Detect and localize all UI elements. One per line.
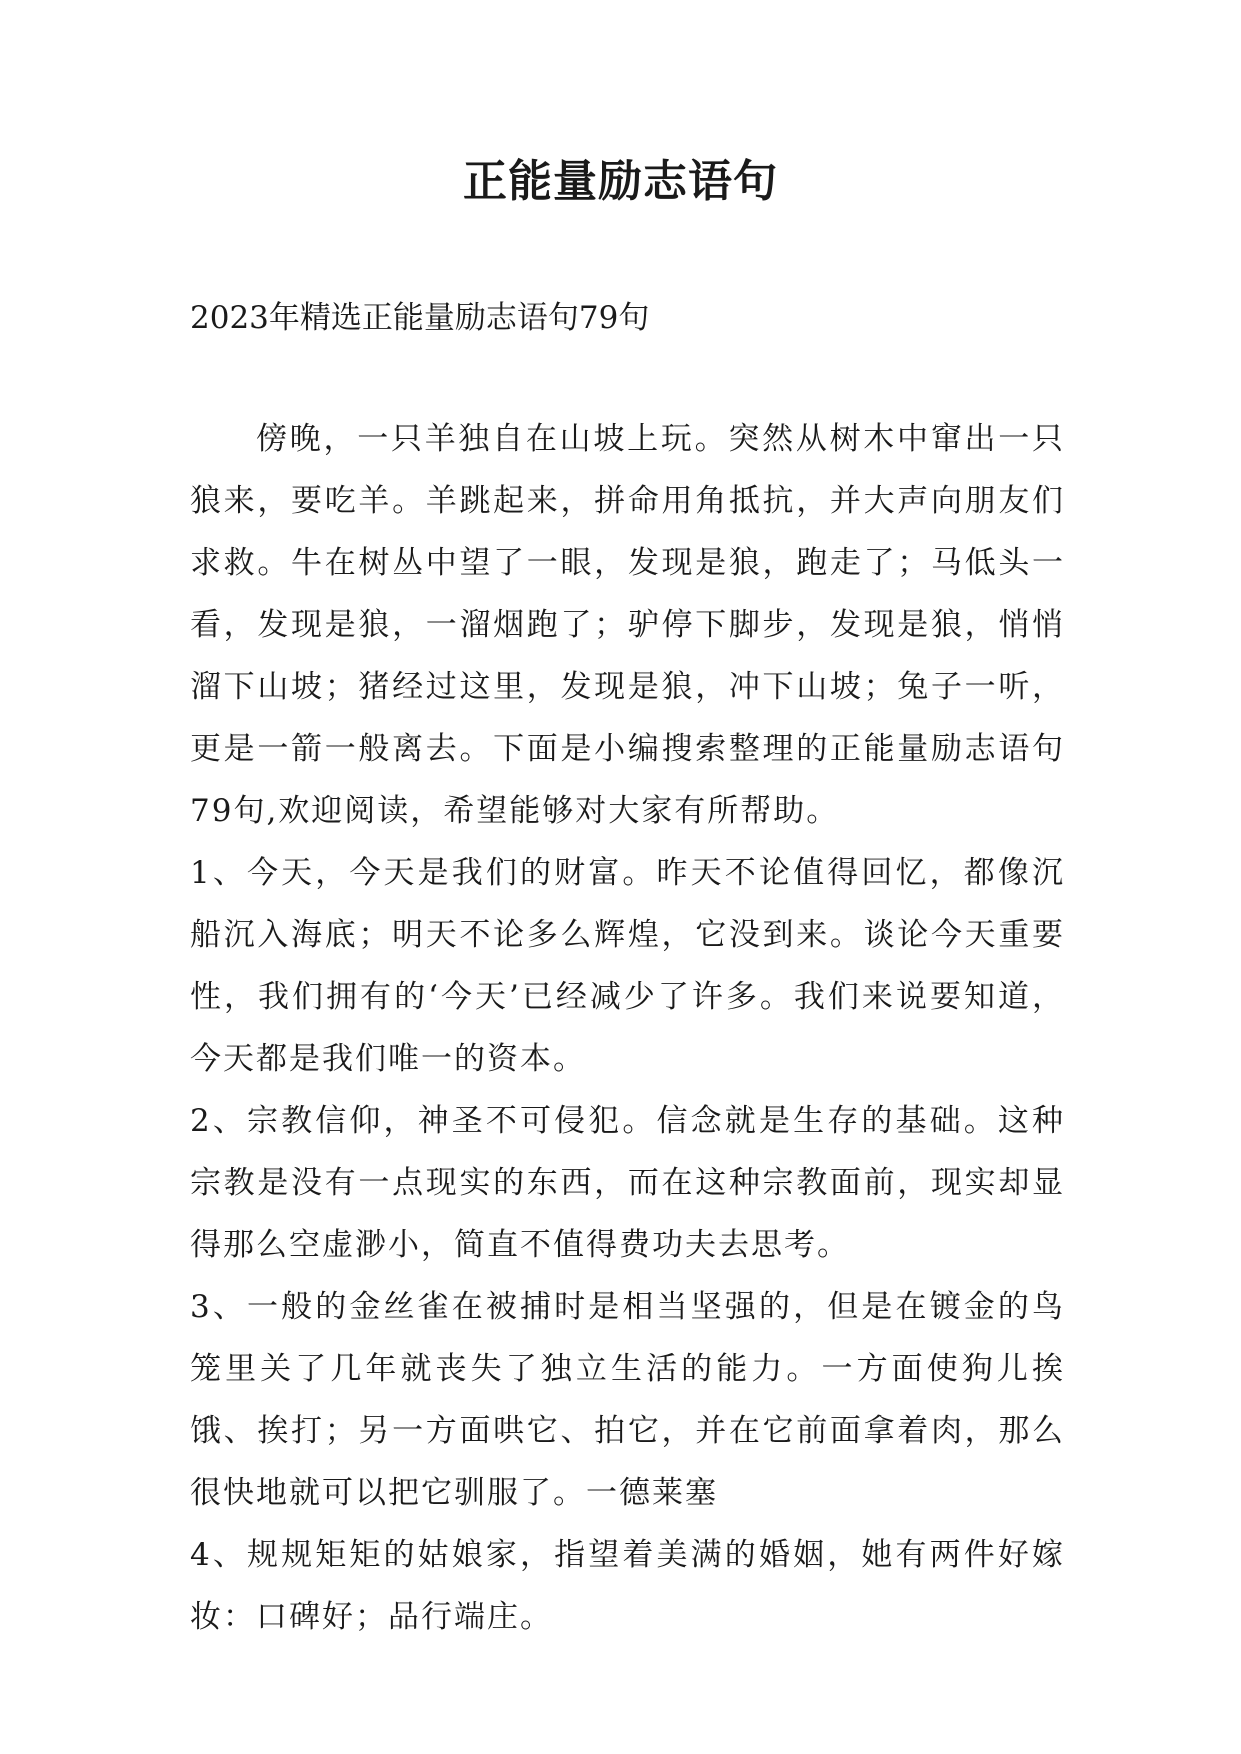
quote-paragraph-4: 4、规规矩矩的姑娘家，指望着美满的婚姻，她有两件好嫁妆：口碑好；品行端庄。 xyxy=(190,1537,1065,1635)
quote-paragraph-2: 2、宗教信仰，神圣不可侵犯。信念就是生存的基础。这种宗教是没有一点现实的东西，而在这种宗教面前，现实却显得那么空虚渺小，简直不值得费功夫去思考。 xyxy=(190,1103,1065,1263)
document-body xyxy=(190,408,1065,1648)
document-title: 正能量励志语句 xyxy=(463,156,778,207)
quote-paragraph-1: 1、今天，今天是我们的财富。昨天不论值得回忆，都像沉船沉入海底；明天不论多么辉煌，它没到来。谈论今天重要性，我们拥有的‘今天’已经减少了许多。我们来说要知道，今天都是我们唯一的资本。 xyxy=(190,855,1065,1077)
document-subtitle: 2023年精选正能量励志语句79句 xyxy=(190,300,650,336)
intro-paragraph: 傍晚，一只羊独自在山坡上玩。突然从树木中窜出一只狼来，要吃羊。羊跳起来，拼命用角抵抗，并大声向朋友们求救。牛在树丛中望了一眼，发现是狼，跑走了；马低头一看，发现是狼，一溜烟跑了；驴停下脚步，发现是狼，悄悄溜下山坡；猪经过这里，发现是狼，冲下山坡；兔子一听，更是一箭一般离去。下面是小编搜索整理的正能量励志语句79句,欢迎阅读，希望能够对大家有所帮助。 xyxy=(190,421,1065,829)
quote-paragraph-3: 3、一般的金丝雀在被捕时是相当坚强的，但是在镀金的鸟笼里关了几年就丧失了独立生活的能力。一方面使狗儿挨饿、挨打；另一方面哄它、拍它，并在它前面拿着肉，那么很快地就可以把它驯服了。一德莱塞 xyxy=(190,1289,1065,1511)
